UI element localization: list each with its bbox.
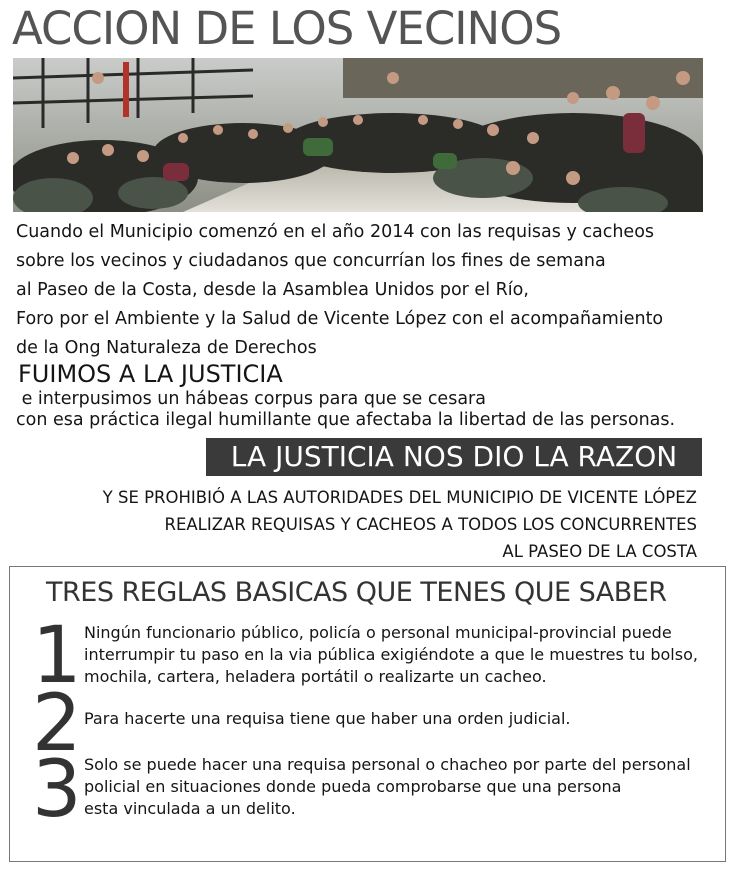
rule-line: esta vinculada a un delito. [84, 799, 296, 818]
rule-text [84, 708, 571, 730]
rule-text [84, 622, 698, 688]
prohibition-line: REALIZAR REQUISAS Y CACHEOS A TODOS LOS CONCURRENTES [164, 515, 697, 534]
rule-line: Para hacerte una requisa tiene que haber una orden judicial. [84, 709, 571, 728]
habeas-line: con esa práctica ilegal humillante que afectaba la libertad de las personas. [16, 410, 676, 430]
intro-line: al Paseo de la Costa, desde la Asamblea Unidos por el Río, [16, 280, 529, 300]
habeas-paragraph [16, 389, 675, 431]
rule-line: mochila, cartera, heladera portátil o realizarte un cacheo. [84, 667, 547, 686]
rule-number: 3 [32, 745, 82, 835]
intro-line: de la Ong Naturaleza de Derechos [16, 338, 317, 358]
intro-line: Cuando el Municipio comenzó en el año 2014 con las requisas y cacheos [16, 222, 655, 242]
prohibition-line: AL PASEO DE LA COSTA [502, 542, 697, 561]
intro-line: sobre los vecinos y ciudadanos que concurrían los fines de semana [16, 251, 606, 271]
rule-number: 1 [32, 611, 82, 701]
rule-line: policial en situaciones donde pueda comprobarse que una persona [84, 777, 622, 796]
rule-line: interrumpir tu paso en la via pública exigiéndote a que le muestres tu bolso, [84, 645, 698, 664]
rules-title: TRES REGLAS BASICAS QUE TENES QUE SABER [46, 577, 667, 608]
justice-banner: LA JUSTICIA NOS DIO LA RAZON [206, 438, 702, 476]
assembly-photo-illustration [13, 58, 703, 212]
prohibition-paragraph [103, 484, 697, 565]
rules-box [9, 566, 726, 862]
rule-line: Ningún funcionario público, policía o personal municipal-provincial puede [84, 623, 672, 642]
assembly-photo [13, 58, 703, 212]
rule-number: 2 [32, 679, 82, 769]
rule-text [84, 754, 691, 820]
intro-line: Foro por el Ambiente y la Salud de Vicente López con el acompañamiento [16, 309, 664, 329]
rule-line: Solo se puede hacer una requisa personal o chacheo por parte del personal [84, 755, 691, 774]
habeas-line: e interpusimos un hábeas corpus para que se cesara [16, 389, 486, 409]
intro-paragraph [16, 218, 726, 363]
fuimos-heading: FUIMOS A LA JUSTICIA [18, 360, 283, 388]
page-title: ACCION DE LOS VECINOS [12, 2, 562, 55]
prohibition-line: Y SE PROHIBIÓ A LAS AUTORIDADES DEL MUNICIPIO DE VICENTE LÓPEZ [102, 488, 697, 507]
